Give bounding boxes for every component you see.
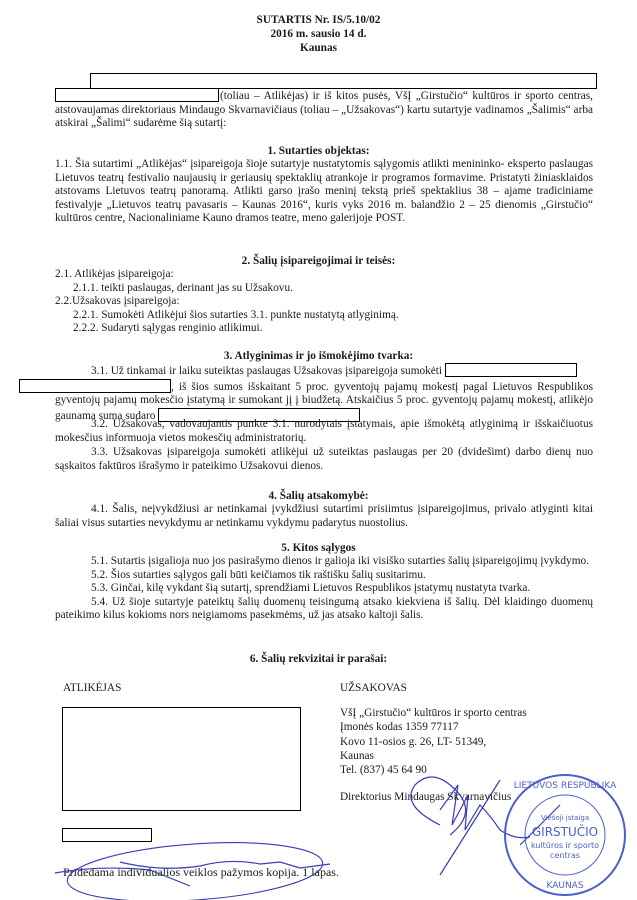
contract-city: Kaunas — [299, 42, 338, 54]
section-2-body — [55, 268, 593, 336]
client-code: Įmonės kodas 1359 77117 — [340, 721, 459, 734]
clause-5-1: 5.1. Sutartis įsigalioja nuo jos pasirašymo dienos ir galioja iki visiško sutarties šalių įsipareigojimų įvykdymo. — [91, 555, 589, 567]
clause-3-3: 3.3. Užsakovas įsipareigoja sumokėti atlikėjui už suteiktas paslaugas per 20 (dvidešimt) darbo dienų nuo sąskaitos faktūros išrašymo ir pateikimo Užsakovui dienos. — [55, 446, 593, 472]
clause-3-1-text: 3.1. Už tinkamai ir laiku suteiktas paslaugas Užsakovas įsipareigoja sumokėti — [91, 365, 443, 377]
client-org: VšĮ „Girstučio“ kultūros ir sporto centras — [340, 707, 527, 719]
clause-2-1-1: 2.1.1. teikti paslaugas, derinant jas su Užsakovu. — [73, 281, 293, 294]
client-address: Kovo 11-osios g. 26, LT- 51349, — [340, 735, 487, 748]
clause-4-1: 4.1. Šalis, neįvykdžiusi ar netinkamai įvykdžiusi sutartimi prisiimtus įsipareigojimus, privalo atlyginti kitai šaliai visus sutarties nevykdymu ar netinkamu vykdymu padarytus nuostolius. — [55, 503, 593, 529]
stamp-sub2: centras — [550, 851, 580, 860]
client-city: Kaunas — [340, 749, 374, 762]
clause-2-2-1: 2.2.1. Sumokėti Atlikėjui šios sutarties 3.1. punkte nustatytą atlyginimą. — [73, 308, 399, 321]
clause-1-1: 1.1. Šia sutartimi „Atlikėjas“ įsipareigoja šioje sutartyje nustatytomis sąlygomis atlikti menininko- eksperto paslaugas Lietuvos teatrų festivalio naujausių ir geriausių spektaklių atrankoje ir programos formavime. Pristatyti žiniasklaidos atstovams Lietuvos teatrų panoramą. Atlikti garso įrašo meninį tekstą prieš spektaklius 38 – ajame tradiciniame festivalyje „Lietuvos teatrų pavasaris – Kaunas 2016“, kuris vyks 2016 m. balandžio 2 – 25 dienomis „Girstučio“ kultūros centre, Nacionaliniame Kauno dramos teatre, meno galerijoje POST. — [55, 158, 593, 225]
section-6-title: 6. Šalių rekvizitai ir parašai: — [249, 653, 388, 665]
stamp-small-text: Viešoji įstaiga — [540, 814, 590, 822]
clause-2-2-2: 2.2.2. Sudaryti sąlygas renginio atlikimui. — [73, 322, 263, 335]
clause-3-2: 3.2. Užsakovas, vadovaujantis punkte 3.1. nurodytais įstatymais, apie išmokėtą atlyginimą ir išskaičiuotus mokesčius informuoja vietos mokesčių administratorių. — [55, 418, 593, 444]
client-phone: Tel. (837) 45 64 90 — [340, 764, 427, 777]
stamp-sub1: kultūros ir sporto — [530, 841, 600, 850]
company-stamp — [500, 770, 630, 900]
section-5-body — [55, 555, 593, 623]
section-1-title: 1. Sutarties objektas: — [267, 145, 370, 157]
clause-5-2: 5.2. Šios sutarties sąlygos gali būti keičiamos tik raštišku šalių susitarimu. — [91, 568, 426, 581]
stamp-top-text: LIETUVOS RESPUBLIKA — [513, 781, 617, 791]
clause-5-4: 5.4. Už šioje sutartyje pateiktų šalių duomenų teisingumą atsako kiekviena iš šalių. Dėl klaidingo duomenų pateikimo kilus kokioms nors neigiamoms pasekmėms, už jas atsako kaltoji šalis. — [55, 595, 593, 622]
client-director: Direktorius Mindaugas Skvarnavičius — [340, 791, 512, 803]
contract-date: 2016 m. sausio 14 d. — [270, 28, 367, 40]
clause-2-2: 2.2.Užsakovas įsipareigoja: — [55, 295, 180, 308]
redacted-party-name — [90, 73, 597, 89]
redacted-amount-words — [19, 379, 171, 393]
clause-5-3: 5.3. Ginčai, kilę vykdant šią sutartį, sprendžiami Lietuvos Respublikos įstatymų nustatyta tvarka. — [91, 582, 531, 595]
stamp-name: GIRSTUČIO — [531, 825, 599, 839]
contract-title: SUTARTIS Nr. IS/5.10/02 — [256, 14, 381, 26]
attachment-note: Pridedama individualios veiklos pažymos kopija. 1 lapas. — [63, 865, 339, 879]
stamp-bottom-text: KAUNAS — [546, 881, 584, 891]
section-3-title: 3. Atlyginimas ir jo išmokėjimo tvarka: — [223, 350, 414, 362]
section-5-title: 5. Kitos sąlygos — [281, 542, 356, 554]
performer-label: ATLIKĖJAS — [63, 682, 122, 694]
section-2-title: 2. Šalių įsipareigojimai ir teisės: — [241, 255, 396, 267]
redacted-amount — [445, 363, 577, 377]
section-4-title: 4. Šalių atsakomybė: — [268, 490, 369, 502]
redacted-field — [55, 88, 219, 102]
intro-paragraph — [55, 88, 593, 131]
clause-3-1 — [55, 363, 593, 423]
clause-3-1-text-2: , iš šios sumos išskaitant 5 proc. gyventojų pajamų mokestį pagal Lietuvos Respublikos gyventojų pajamų mokesčio įstatymą ir sumokant jį į biudžetą. Atskaičius 5 proc. gyventojų pajamų mokestį, atlikėjo gaunama suma sudaro — [55, 380, 593, 422]
intro-text: (toliau – Atlikėjas) ir iš kitos pusės, VšĮ „Girstučio“ kultūros ir sporto centras, atstovaujamas direktoriaus Mindaugo Skvarnavičiaus (toliau – „Užsakovas“) kartu sutartyje vadinamos „Šalimis“ arba atskirai „Šalimi“ sudarėme šią sutartį: — [55, 90, 593, 130]
clause-2-1: 2.1. Atlikėjas įsipareigoja: — [55, 268, 174, 280]
client-label: UŽSAKOVAS — [340, 682, 407, 694]
